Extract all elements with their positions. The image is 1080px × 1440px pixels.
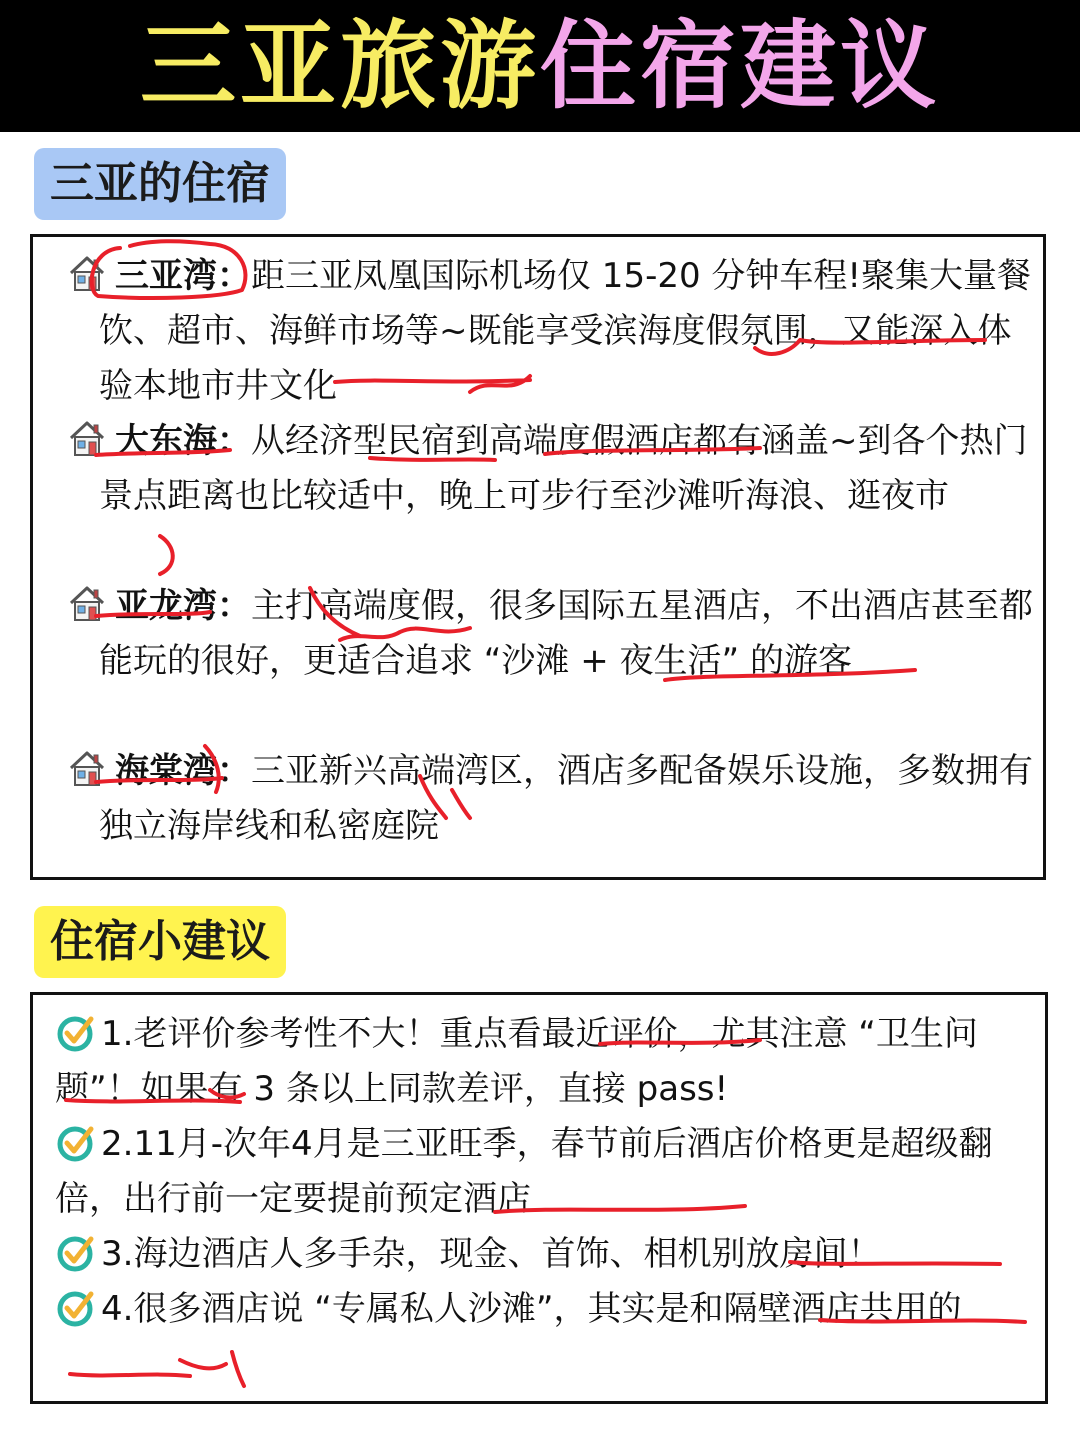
list-item: [67, 249, 1037, 414]
list-item: [67, 579, 1037, 689]
area-description: 主打高端度假，很多国际五星酒店，不出酒店甚至都能玩的很好，更适合追求 “沙滩 + 夜生活” 的游客: [99, 586, 1033, 681]
accommodation-box: [30, 234, 1046, 880]
tip-text: 4.很多酒店说 “专属私人沙滩”，其实是和隔壁酒店共用的: [101, 1289, 962, 1329]
tip-text: 3.海边酒店人多手杂，现金、首饰、相机别放房间！: [101, 1234, 882, 1274]
list-item: [55, 1227, 1035, 1282]
area-name: 海棠湾：: [115, 751, 251, 791]
section-tag-tips: 住宿小建议: [34, 906, 286, 978]
check-icon: [55, 1231, 97, 1273]
list-item: [55, 1282, 1035, 1337]
area-description: 从经济型民宿到高端度假酒店都有涵盖~到各个热门景点距离也比较适中，晚上可步行至沙滩听海浪、逛夜市: [99, 421, 1028, 516]
page-header: [0, 0, 1080, 132]
area-name: 亚龙湾：: [115, 586, 251, 626]
tip-text: 1.老评价参考性不大！重点看最近评价，尤其注意 “卫生问题”！如果有 3 条以上同款差评，直接 pass!: [55, 1014, 978, 1109]
house-icon: [67, 748, 107, 788]
list-item: [55, 1117, 1035, 1227]
check-icon: [55, 1286, 97, 1328]
house-icon: [67, 253, 107, 293]
tips-box: [30, 992, 1048, 1404]
tip-text: 2.11月-次年4月是三亚旺季，春节前后酒店价格更是超级翻倍，出行前一定要提前预定酒店: [55, 1124, 993, 1219]
check-icon: [55, 1121, 97, 1163]
section-tag-accommodation: 三亚的住宿: [34, 148, 286, 220]
house-icon: [67, 418, 107, 458]
area-description: 三亚新兴高端湾区，酒店多配备娱乐设施，多数拥有独立海岸线和私密庭院: [99, 751, 1033, 846]
title-part-2: 住宿建议: [540, 10, 940, 122]
list-item: [67, 744, 1037, 854]
area-description: 距三亚凤凰国际机场仅 15-20 分钟车程!聚集大量餐饮、超市、海鲜市场等~既能享受滨海度假氛围，又能深入体验本地市井文化: [99, 256, 1032, 406]
area-name: 三亚湾：: [115, 256, 251, 296]
list-item: [67, 414, 1037, 524]
area-name: 大东海：: [115, 421, 251, 461]
house-icon: [67, 583, 107, 623]
title-part-1: 三亚旅游: [140, 10, 540, 122]
list-item: [55, 1007, 1035, 1117]
check-icon: [55, 1011, 97, 1053]
